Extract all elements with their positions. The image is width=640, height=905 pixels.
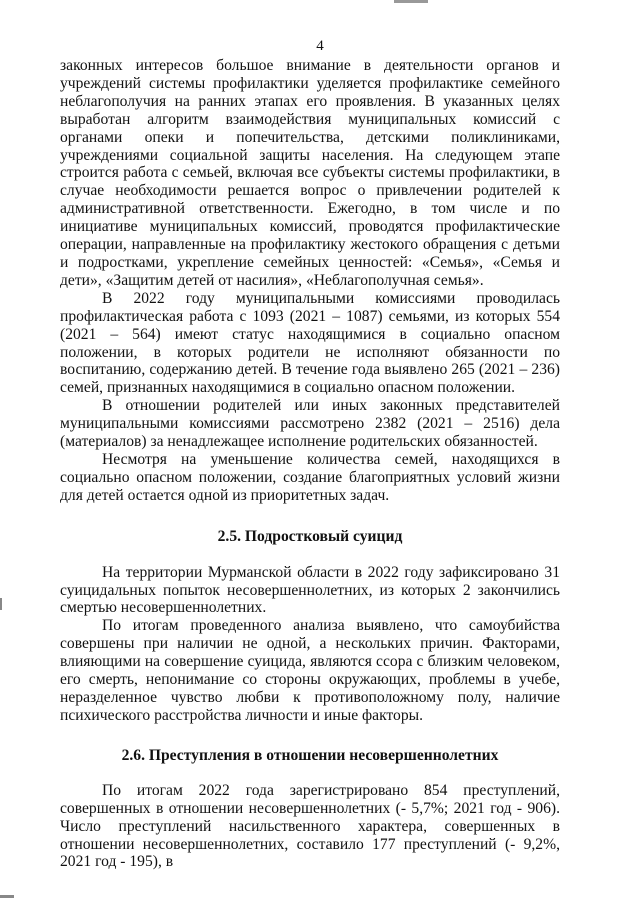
paragraph: В 2022 году муниципальными комиссиями проводилась профилактическая работа с 1093 (2021 – 1087) семьями, из которых 554 (2021 – 564) имеют статус находящимися в социально опасном положении, в которых родители не исполняют обязанности по воспитанию, содержанию детей. В течение года выявлено 265 (2021 – 236) семей, признанных находящимися в социально опасном положении. — [60, 289, 560, 397]
section-heading-crimes: 2.6. Преступления в отношении несовершеннолетних — [121, 746, 499, 764]
section-heading-suicide: 2.5. Подростковый суицид — [217, 527, 403, 545]
paragraph: В отношении родителей или иных законных представителей муниципальными комиссиями рассмотрено 2382 (2021 – 2516) дела (материалов) за ненадлежащее исполнение родительских обязанностей. — [60, 397, 560, 451]
document-body — [60, 57, 560, 871]
scan-artifact-top — [394, 0, 428, 3]
paragraph: На территории Мурманской области в 2022 году зафиксировано 31 суицидальных попыток несовершеннолетних, из которых 2 закончились смертью несовершеннолетних. — [60, 563, 560, 617]
scan-artifact-corner — [0, 895, 14, 898]
paragraph: Несмотря на уменьшение количества семей, находящихся в социально опасном положении, создание благоприятных условий жизни для детей остается одной из приоритетных задач. — [60, 450, 560, 504]
paragraph: По итогам 2022 года зарегистрировано 854 преступлений, совершенных в отношении несовершеннолетних (- 5,7%; 2021 год - 906). Число преступлений насильственного характера, совершенных в отношении несовершеннолетних, составило 177 преступлений (- 9,2%, 2021 год - 195), в — [60, 781, 560, 871]
scan-artifact-left — [0, 598, 2, 610]
paragraph: По итогам проведенного анализа выявлено, что самоубийства совершены при наличии не одной, а нескольких причин. Факторами, влияющими на совершение суицида, являются ссора с близким человеком, его смерть, непонимание со стороны окружающих, проблемы в учебе, неразделенное чувство любви к противоположному полу, наличие психического расстройства личности и иные факторы. — [60, 617, 560, 724]
paragraph: законных интересов большое внимание в деятельности органов и учреждений системы профилактики уделяется профилактике семейного неблагополучия на ранних этапах его проявления. В указанных целях выработан алгоритм взаимодействия муниципальных комиссий с органами опеки и попечительства, детскими поликлиниками, учреждениями социальной защиты населения. На следующем этапе строится работа с семьей, включая все субъекты системы профилактики, в случае необходимости решается вопрос о привлечении родителей к административной ответственности. Ежегодно, в том числе и по инициативе муниципальных комиссий, проводятся профилактические операции, направленные на профилактику жестокого обращения с детьми и подростками, укрепление семейных ценностей: «Семья», «Семья и дети», «Защитим детей от насилия», «Неблагополучная семья». — [60, 57, 560, 289]
page-number: 4 — [316, 38, 324, 54]
